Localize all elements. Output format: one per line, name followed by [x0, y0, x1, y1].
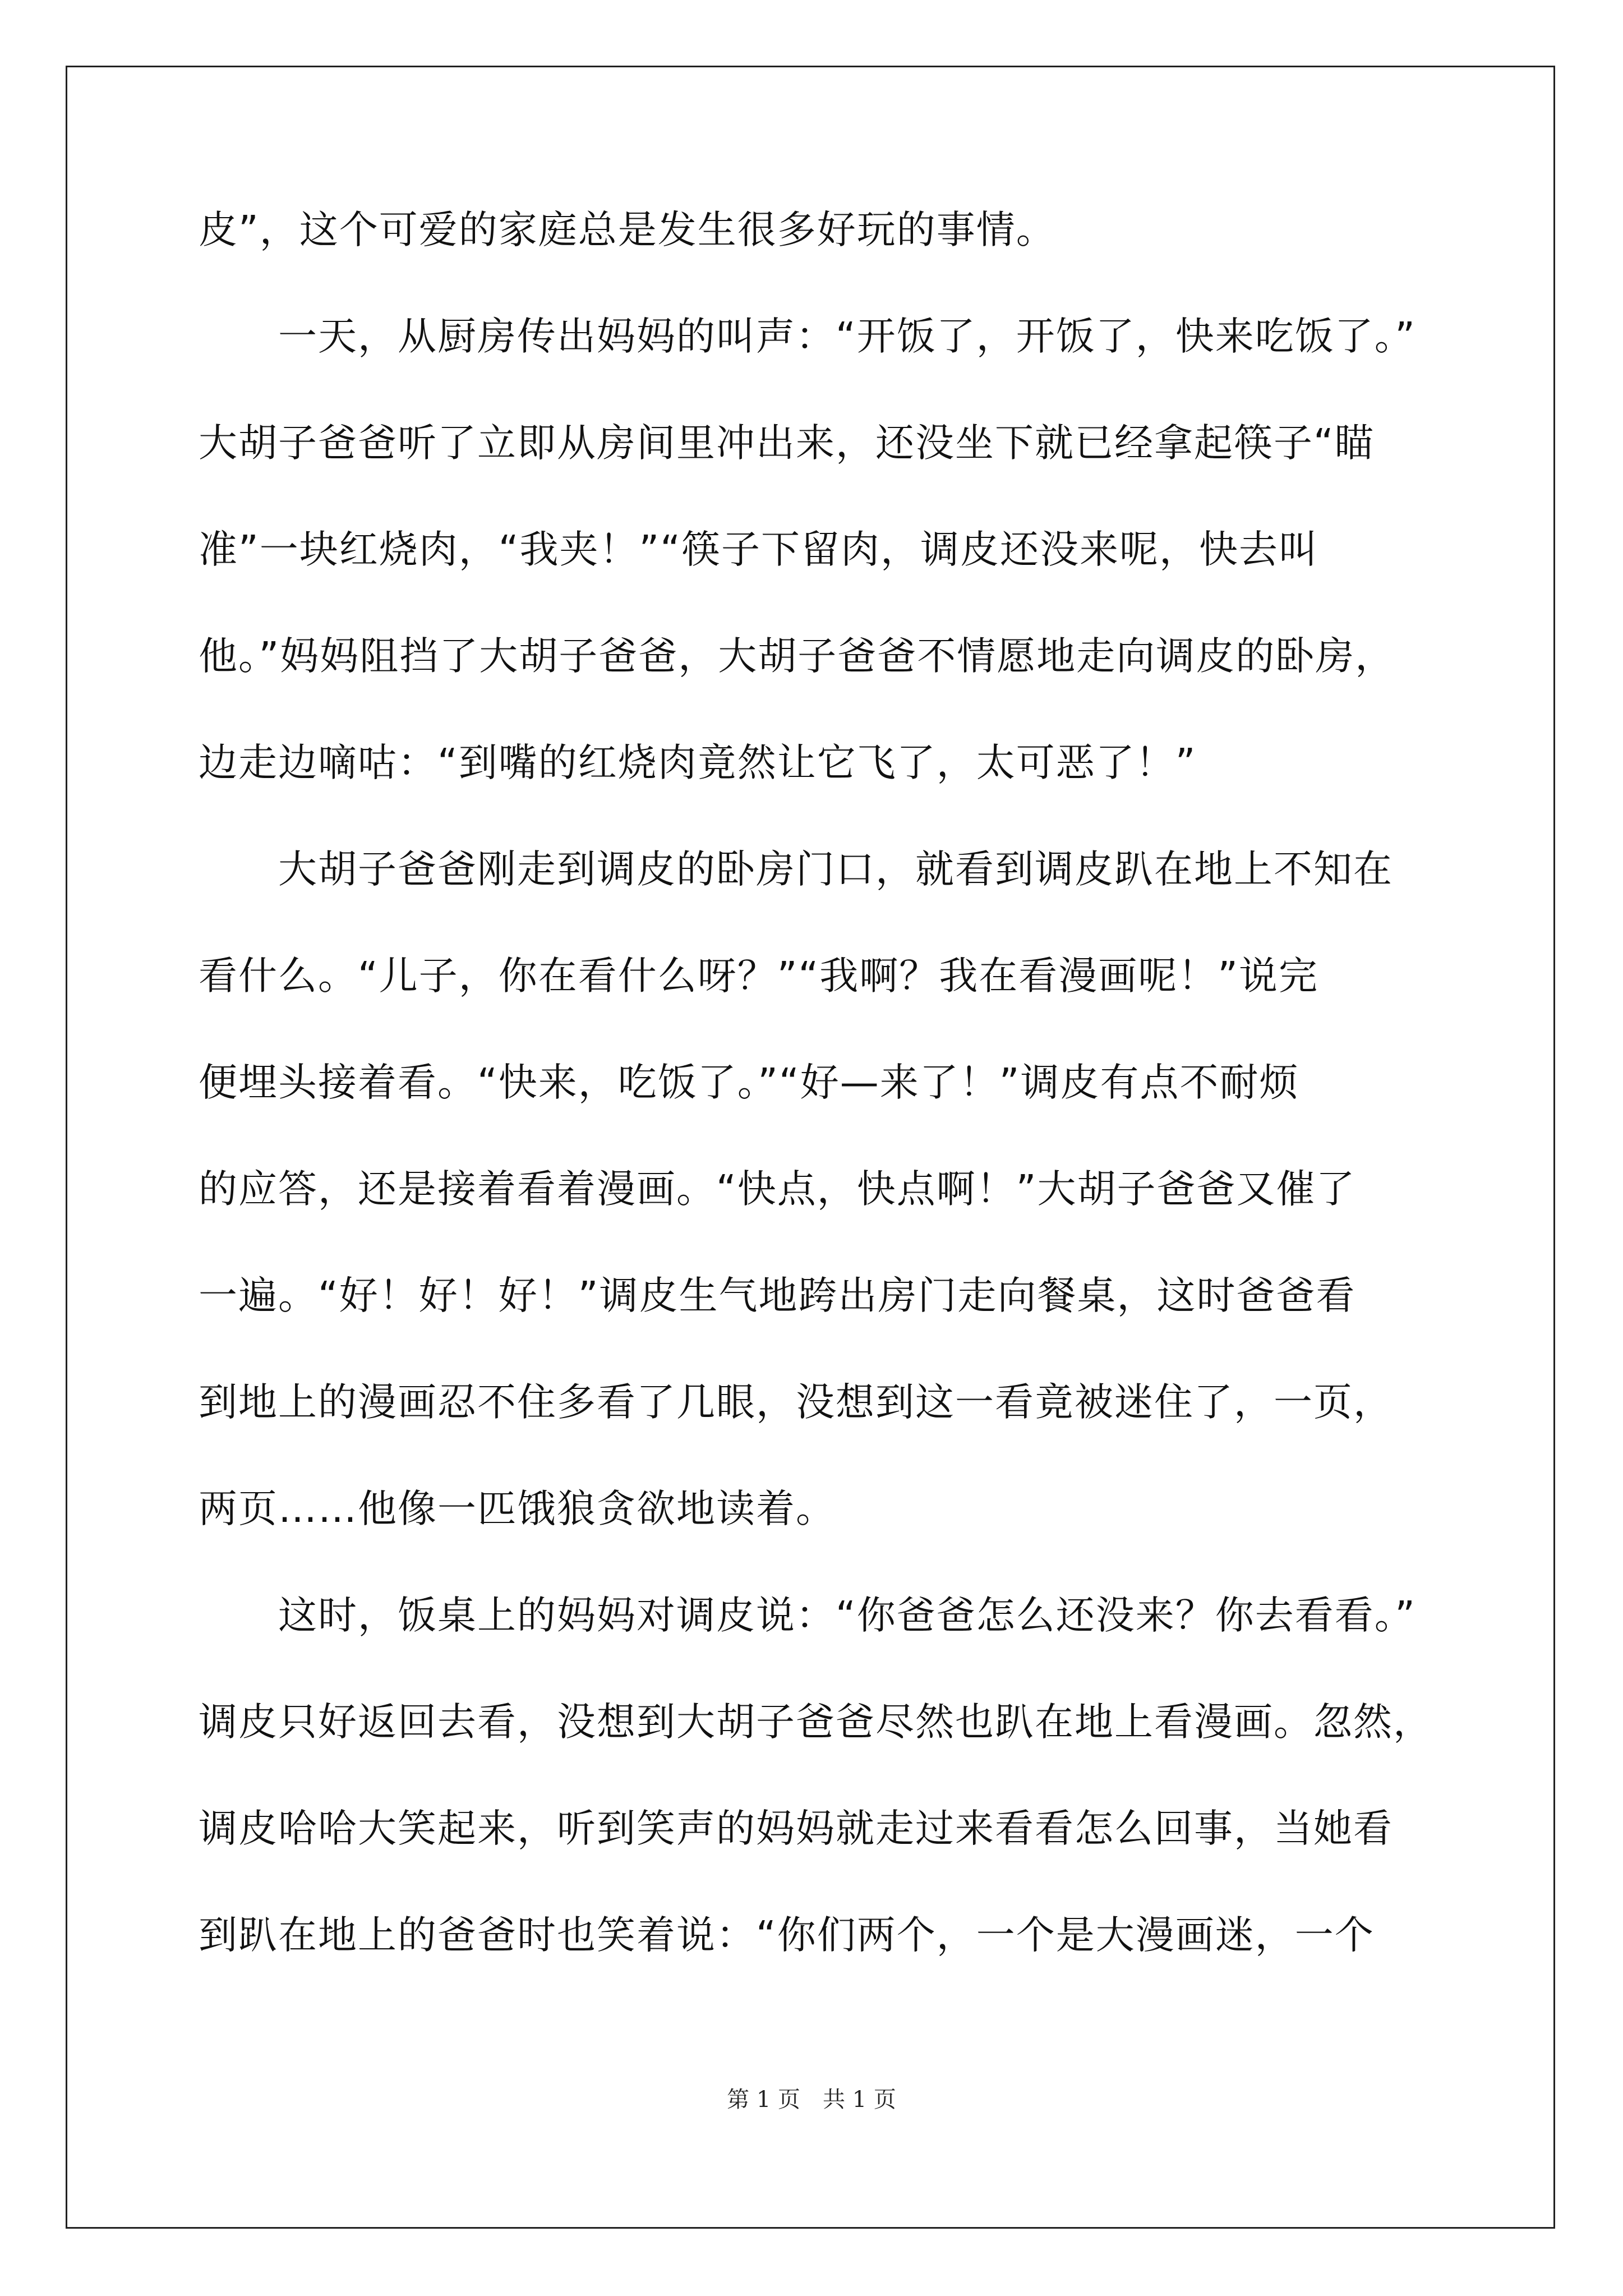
text-line: 调皮只好返回去看，没想到大胡子爸爸尽然也趴在地上看漫画。忽然， [199, 1700, 1433, 1745]
text-line: 准”一块红烧肉，“我夹！”“筷子下留肉，调皮还没来呢，快去叫 [199, 527, 1318, 572]
page-footer: 第 1 页 共 1 页 [727, 2087, 896, 2113]
text-line: 到趴在地上的爸爸时也笑着说：“你们两个，一个是大漫画迷，一个 [199, 1913, 1375, 1958]
text-line: 到地上的漫画忍不住多看了几眼，没想到这一看竟被迷住了，一页， [199, 1380, 1393, 1425]
text-line: 看什么。“儿子，你在看什么呀？”“我啊？我在看漫画呢！”说完 [199, 954, 1318, 999]
text-line: 一天，从厨房传出妈妈的叫声：“开饭了，开饭了，快来吃饭了。” [199, 314, 1416, 359]
text-line: 边走边嘀咕：“到嘴的红烧肉竟然让它飞了，太可恶了！” [199, 740, 1197, 785]
text-line: 他。”妈妈阻挡了大胡子爸爸，大胡子爸爸不情愿地走向调皮的卧房， [199, 634, 1395, 679]
text-line: 两页……他像一匹饿狼贪欲地读着。 [199, 1487, 836, 1531]
text-line: 一遍。“好！好！好！”调皮生气地跨出房门走向餐桌，这时爸爸看 [199, 1273, 1356, 1318]
page-border [66, 66, 1555, 2229]
text-line: 调皮哈哈大笑起来，听到笑声的妈妈就走过来看看怎么回事，当她看 [199, 1806, 1393, 1851]
text-line: 这时，饭桌上的妈妈对调皮说：“你爸爸怎么还没来？你去看看。” [199, 1593, 1416, 1638]
text-line: 便埋头接着看。“快来，吃饭了。”“好—来了！”调皮有点不耐烦 [199, 1060, 1299, 1105]
text-line: 大胡子爸爸听了立即从房间里冲出来，还没坐下就已经拿起筷子“瞄 [199, 421, 1375, 466]
text-line: 大胡子爸爸刚走到调皮的卧房门口，就看到调皮趴在地上不知在 [199, 847, 1393, 892]
text-line: 的应答，还是接着看着漫画。“快点，快点啊！”大胡子爸爸又催了 [199, 1167, 1356, 1212]
text-line: 皮”，这个可爱的家庭总是发生很多好玩的事情。 [199, 208, 1056, 252]
